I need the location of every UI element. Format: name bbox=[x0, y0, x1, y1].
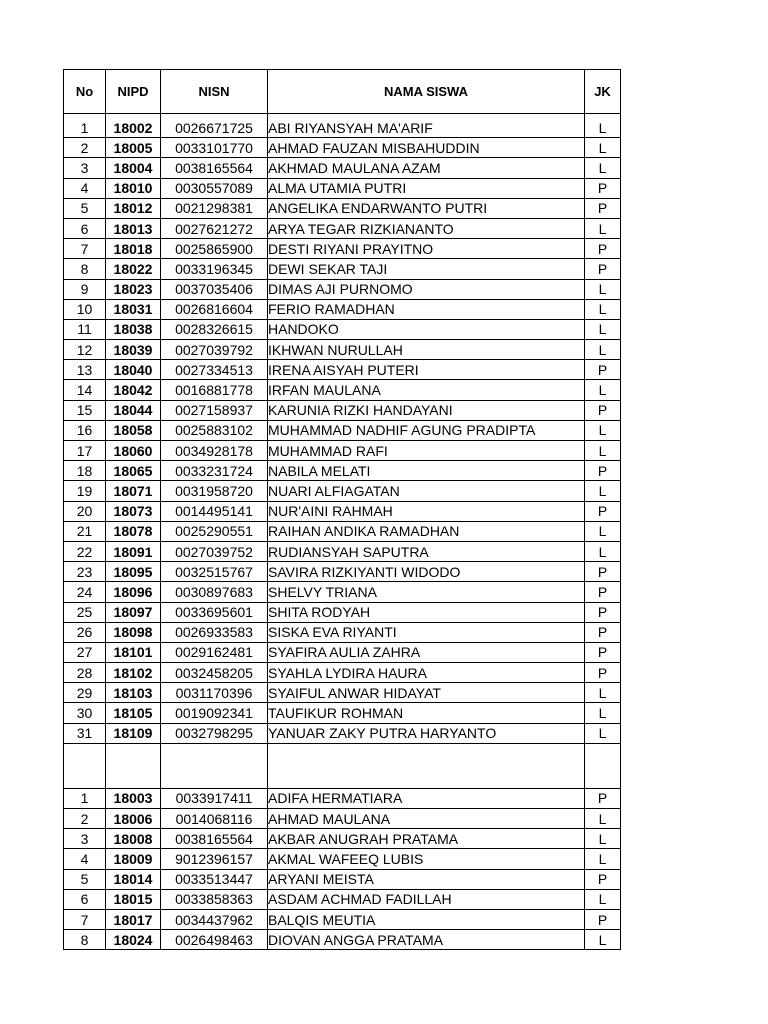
cell-nisn: 0027039752 bbox=[161, 541, 268, 561]
cell-nipd: 18006 bbox=[106, 809, 161, 829]
cell-nipd: 18017 bbox=[106, 909, 161, 929]
header-jk: JK bbox=[585, 70, 621, 114]
cell-nisn: 0038165564 bbox=[161, 829, 268, 849]
cell-nama: SISKA EVA RIYANTI bbox=[268, 622, 585, 642]
cell-no: 17 bbox=[64, 441, 106, 461]
table-row bbox=[64, 481, 621, 501]
table-row bbox=[64, 279, 621, 299]
cell-nisn: 0021298381 bbox=[161, 198, 268, 218]
cell-jk: L bbox=[585, 703, 621, 723]
cell-jk: L bbox=[585, 723, 621, 743]
table-row bbox=[64, 441, 621, 461]
cell-no: 28 bbox=[64, 663, 106, 683]
cell-no: 12 bbox=[64, 340, 106, 360]
cell-nama: SYAHLA LYDIRA HAURA bbox=[268, 663, 585, 683]
cell-nisn: 0033695601 bbox=[161, 602, 268, 622]
table-row bbox=[64, 138, 621, 158]
cell-nama: HANDOKO bbox=[268, 319, 585, 339]
cell-jk: L bbox=[585, 849, 621, 869]
cell-nama: ABI RIYANSYAH MA'ARIF bbox=[268, 118, 585, 138]
cell-nisn: 0032798295 bbox=[161, 723, 268, 743]
cell-no: 8 bbox=[64, 259, 106, 279]
table-row bbox=[64, 829, 621, 849]
cell-jk: P bbox=[585, 602, 621, 622]
cell-no: 27 bbox=[64, 642, 106, 662]
cell-nisn: 0026671725 bbox=[161, 118, 268, 138]
cell-nama: TAUFIKUR ROHMAN bbox=[268, 703, 585, 723]
table-row bbox=[64, 683, 621, 703]
table-row bbox=[64, 521, 621, 541]
cell-nama: ANGELIKA ENDARWANTO PUTRI bbox=[268, 198, 585, 218]
cell-nisn: 0027158937 bbox=[161, 400, 268, 420]
cell-jk: L bbox=[585, 889, 621, 909]
cell-no: 14 bbox=[64, 380, 106, 400]
cell-jk: L bbox=[585, 158, 621, 178]
cell-nipd: 18003 bbox=[106, 788, 161, 808]
cell-nipd: 18091 bbox=[106, 541, 161, 561]
header-nisn: NISN bbox=[161, 70, 268, 114]
cell-nisn: 0025883102 bbox=[161, 420, 268, 440]
cell-jk: P bbox=[585, 562, 621, 582]
cell-nama: SAVIRA RIZKIYANTI WIDODO bbox=[268, 562, 585, 582]
cell-nama: ASDAM ACHMAD FADILLAH bbox=[268, 889, 585, 909]
cell-no: 22 bbox=[64, 541, 106, 561]
cell-no: 1 bbox=[64, 118, 106, 138]
cell-nisn: 0033858363 bbox=[161, 889, 268, 909]
cell-jk: L bbox=[585, 441, 621, 461]
cell-jk: L bbox=[585, 809, 621, 829]
cell-nisn: 0033101770 bbox=[161, 138, 268, 158]
cell-nisn: 0027334513 bbox=[161, 360, 268, 380]
cell-no: 30 bbox=[64, 703, 106, 723]
cell-nisn: 0016881778 bbox=[161, 380, 268, 400]
cell-nipd: 18101 bbox=[106, 642, 161, 662]
cell-nisn: 0038165564 bbox=[161, 158, 268, 178]
cell-jk: L bbox=[585, 118, 621, 138]
cell-nisn: 0014068116 bbox=[161, 809, 268, 829]
cell-jk: L bbox=[585, 420, 621, 440]
cell-nama: FERIO RAMADHAN bbox=[268, 299, 585, 319]
cell-nisn: 0032458205 bbox=[161, 663, 268, 683]
cell-no: 2 bbox=[64, 809, 106, 829]
cell-nisn: 0031958720 bbox=[161, 481, 268, 501]
cell-no: 16 bbox=[64, 420, 106, 440]
cell-nisn: 0019092341 bbox=[161, 703, 268, 723]
cell-nipd: 18073 bbox=[106, 501, 161, 521]
cell-jk: L bbox=[585, 299, 621, 319]
cell-nipd: 18014 bbox=[106, 869, 161, 889]
cell-nama: IRENA AISYAH PUTERI bbox=[268, 360, 585, 380]
cell-no: 31 bbox=[64, 723, 106, 743]
cell-nama: SHELVY TRIANA bbox=[268, 582, 585, 602]
group-separator bbox=[64, 743, 621, 788]
cell-nipd: 18103 bbox=[106, 683, 161, 703]
cell-no: 5 bbox=[64, 198, 106, 218]
cell-nipd: 18012 bbox=[106, 198, 161, 218]
table-row bbox=[64, 582, 621, 602]
table-row bbox=[64, 299, 621, 319]
cell-no: 3 bbox=[64, 158, 106, 178]
cell-jk: P bbox=[585, 582, 621, 602]
table-row bbox=[64, 562, 621, 582]
cell-no: 7 bbox=[64, 239, 106, 259]
cell-nipd: 18109 bbox=[106, 723, 161, 743]
cell-nisn: 0031170396 bbox=[161, 683, 268, 703]
cell-nama: SYAFIRA AULIA ZAHRA bbox=[268, 642, 585, 662]
cell-nama: MUHAMMAD NADHIF AGUNG PRADIPTA bbox=[268, 420, 585, 440]
cell-nisn: 0033196345 bbox=[161, 259, 268, 279]
cell-nipd: 18005 bbox=[106, 138, 161, 158]
cell-no: 7 bbox=[64, 909, 106, 929]
cell-nipd: 18039 bbox=[106, 340, 161, 360]
cell-nipd: 18022 bbox=[106, 259, 161, 279]
cell-nama: ALMA UTAMIA PUTRI bbox=[268, 178, 585, 198]
header-nama-siswa: NAMA SISWA bbox=[268, 70, 585, 114]
table-row bbox=[64, 118, 621, 138]
cell-nisn: 0027621272 bbox=[161, 218, 268, 238]
cell-nipd: 18040 bbox=[106, 360, 161, 380]
cell-no: 20 bbox=[64, 501, 106, 521]
table-row bbox=[64, 461, 621, 481]
cell-jk: P bbox=[585, 461, 621, 481]
cell-no: 5 bbox=[64, 869, 106, 889]
cell-nama: DEWI SEKAR TAJI bbox=[268, 259, 585, 279]
cell-jk: P bbox=[585, 178, 621, 198]
header-no: No bbox=[64, 70, 106, 114]
cell-nisn: 0028326615 bbox=[161, 319, 268, 339]
cell-no: 6 bbox=[64, 218, 106, 238]
cell-jk: L bbox=[585, 340, 621, 360]
cell-nama: NUR'AINI RAHMAH bbox=[268, 501, 585, 521]
cell-no: 4 bbox=[64, 178, 106, 198]
cell-nama: IKHWAN NURULLAH bbox=[268, 340, 585, 360]
cell-nipd: 18004 bbox=[106, 158, 161, 178]
table-row bbox=[64, 380, 621, 400]
cell-jk: L bbox=[585, 218, 621, 238]
cell-nisn: 0030897683 bbox=[161, 582, 268, 602]
cell-nipd: 18018 bbox=[106, 239, 161, 259]
cell-nipd: 18095 bbox=[106, 562, 161, 582]
cell-nisn: 0034928178 bbox=[161, 441, 268, 461]
cell-nipd: 18078 bbox=[106, 521, 161, 541]
cell-nisn: 0034437962 bbox=[161, 909, 268, 929]
cell-jk: P bbox=[585, 501, 621, 521]
cell-nipd: 18031 bbox=[106, 299, 161, 319]
cell-nisn: 0025290551 bbox=[161, 521, 268, 541]
cell-nisn: 0026933583 bbox=[161, 622, 268, 642]
cell-no: 24 bbox=[64, 582, 106, 602]
table-row bbox=[64, 663, 621, 683]
cell-nama: ARYANI MEISTA bbox=[268, 869, 585, 889]
cell-nisn: 0030557089 bbox=[161, 178, 268, 198]
cell-nisn: 0033513447 bbox=[161, 869, 268, 889]
cell-nipd: 18013 bbox=[106, 218, 161, 238]
cell-jk: L bbox=[585, 138, 621, 158]
cell-no: 3 bbox=[64, 829, 106, 849]
cell-no: 11 bbox=[64, 319, 106, 339]
table-row bbox=[64, 622, 621, 642]
cell-nisn: 0014495141 bbox=[161, 501, 268, 521]
cell-jk: L bbox=[585, 683, 621, 703]
cell-no: 2 bbox=[64, 138, 106, 158]
cell-jk: P bbox=[585, 788, 621, 808]
cell-nama: ARYA TEGAR RIZKIANANTO bbox=[268, 218, 585, 238]
cell-nisn: 0027039792 bbox=[161, 340, 268, 360]
cell-nama: ADIFA HERMATIARA bbox=[268, 788, 585, 808]
cell-no: 19 bbox=[64, 481, 106, 501]
cell-nisn: 0033917411 bbox=[161, 788, 268, 808]
table-row bbox=[64, 400, 621, 420]
cell-jk: L bbox=[585, 481, 621, 501]
cell-nisn: 0025865900 bbox=[161, 239, 268, 259]
cell-no: 8 bbox=[64, 930, 106, 950]
cell-nama: MUHAMMAD RAFI bbox=[268, 441, 585, 461]
cell-nama: KARUNIA RIZKI HANDAYANI bbox=[268, 400, 585, 420]
cell-jk: P bbox=[585, 663, 621, 683]
cell-nipd: 18060 bbox=[106, 441, 161, 461]
cell-nipd: 18071 bbox=[106, 481, 161, 501]
cell-jk: P bbox=[585, 622, 621, 642]
table-header bbox=[64, 70, 621, 114]
cell-nama: DIOVAN ANGGA PRATAMA bbox=[268, 930, 585, 950]
cell-nama: AHMAD MAULANA bbox=[268, 809, 585, 829]
cell-nipd: 18096 bbox=[106, 582, 161, 602]
cell-nama: AKMAL WAFEEQ LUBIS bbox=[268, 849, 585, 869]
table-row bbox=[64, 809, 621, 829]
cell-jk: L bbox=[585, 319, 621, 339]
cell-nama: AHMAD FAUZAN MISBAHUDDIN bbox=[268, 138, 585, 158]
cell-nipd: 18024 bbox=[106, 930, 161, 950]
cell-nipd: 18010 bbox=[106, 178, 161, 198]
cell-jk: L bbox=[585, 930, 621, 950]
cell-nipd: 18097 bbox=[106, 602, 161, 622]
cell-nipd: 18002 bbox=[106, 118, 161, 138]
cell-no: 29 bbox=[64, 683, 106, 703]
table-row bbox=[64, 259, 621, 279]
cell-nama: YANUAR ZAKY PUTRA HARYANTO bbox=[268, 723, 585, 743]
table-row bbox=[64, 788, 621, 808]
table-row bbox=[64, 541, 621, 561]
cell-jk: P bbox=[585, 869, 621, 889]
cell-jk: L bbox=[585, 279, 621, 299]
cell-jk: P bbox=[585, 400, 621, 420]
group-1-rows bbox=[64, 114, 621, 744]
table-row bbox=[64, 218, 621, 238]
cell-no: 10 bbox=[64, 299, 106, 319]
table-row bbox=[64, 178, 621, 198]
cell-nipd: 18058 bbox=[106, 420, 161, 440]
table-row bbox=[64, 360, 621, 380]
table-row bbox=[64, 239, 621, 259]
table-row bbox=[64, 703, 621, 723]
cell-nama: SHITA RODYAH bbox=[268, 602, 585, 622]
cell-nipd: 18102 bbox=[106, 663, 161, 683]
cell-nama: BALQIS MEUTIA bbox=[268, 909, 585, 929]
cell-nama: DIMAS AJI PURNOMO bbox=[268, 279, 585, 299]
cell-jk: P bbox=[585, 642, 621, 662]
cell-nipd: 18105 bbox=[106, 703, 161, 723]
cell-no: 15 bbox=[64, 400, 106, 420]
cell-nipd: 18023 bbox=[106, 279, 161, 299]
cell-nisn: 0026816604 bbox=[161, 299, 268, 319]
cell-no: 1 bbox=[64, 788, 106, 808]
cell-jk: P bbox=[585, 198, 621, 218]
cell-jk: L bbox=[585, 380, 621, 400]
cell-nama: IRFAN MAULANA bbox=[268, 380, 585, 400]
cell-nama: SYAIFUL ANWAR HIDAYAT bbox=[268, 683, 585, 703]
cell-no: 18 bbox=[64, 461, 106, 481]
cell-jk: L bbox=[585, 829, 621, 849]
cell-nipd: 18038 bbox=[106, 319, 161, 339]
table-row bbox=[64, 849, 621, 869]
cell-jk: P bbox=[585, 909, 621, 929]
table-row bbox=[64, 602, 621, 622]
cell-nisn: 0033231724 bbox=[161, 461, 268, 481]
cell-nisn: 0037035406 bbox=[161, 279, 268, 299]
cell-nipd: 18098 bbox=[106, 622, 161, 642]
cell-nama: NABILA MELATI bbox=[268, 461, 585, 481]
table-row bbox=[64, 340, 621, 360]
student-table bbox=[63, 69, 621, 950]
blank-row bbox=[64, 743, 621, 788]
table-row bbox=[64, 319, 621, 339]
cell-nisn: 0029162481 bbox=[161, 642, 268, 662]
cell-nisn: 0026498463 bbox=[161, 930, 268, 950]
cell-jk: P bbox=[585, 239, 621, 259]
group-2-rows bbox=[64, 788, 621, 950]
table-row bbox=[64, 642, 621, 662]
table-row bbox=[64, 723, 621, 743]
cell-no: 25 bbox=[64, 602, 106, 622]
cell-no: 23 bbox=[64, 562, 106, 582]
cell-nama: NUARI ALFIAGATAN bbox=[268, 481, 585, 501]
cell-jk: P bbox=[585, 259, 621, 279]
cell-jk: P bbox=[585, 360, 621, 380]
cell-jk: L bbox=[585, 541, 621, 561]
cell-jk: L bbox=[585, 521, 621, 541]
cell-nama: AKBAR ANUGRAH PRATAMA bbox=[268, 829, 585, 849]
cell-nipd: 18044 bbox=[106, 400, 161, 420]
cell-no: 13 bbox=[64, 360, 106, 380]
cell-nama: AKHMAD MAULANA AZAM bbox=[268, 158, 585, 178]
cell-no: 6 bbox=[64, 889, 106, 909]
cell-nipd: 18042 bbox=[106, 380, 161, 400]
header-nipd: NIPD bbox=[106, 70, 161, 114]
cell-no: 4 bbox=[64, 849, 106, 869]
cell-no: 21 bbox=[64, 521, 106, 541]
table-row bbox=[64, 420, 621, 440]
cell-no: 9 bbox=[64, 279, 106, 299]
table-row bbox=[64, 909, 621, 929]
table-row bbox=[64, 198, 621, 218]
table-row bbox=[64, 869, 621, 889]
cell-no: 26 bbox=[64, 622, 106, 642]
cell-nipd: 18015 bbox=[106, 889, 161, 909]
cell-nama: RUDIANSYAH SAPUTRA bbox=[268, 541, 585, 561]
table-row bbox=[64, 158, 621, 178]
table-row bbox=[64, 501, 621, 521]
table-row bbox=[64, 889, 621, 909]
cell-nisn: 9012396157 bbox=[161, 849, 268, 869]
table-row bbox=[64, 930, 621, 950]
cell-nipd: 18009 bbox=[106, 849, 161, 869]
cell-nama: RAIHAN ANDIKA RAMADHAN bbox=[268, 521, 585, 541]
cell-nama: DESTI RIYANI PRAYITNO bbox=[268, 239, 585, 259]
cell-nisn: 0032515767 bbox=[161, 562, 268, 582]
cell-nipd: 18065 bbox=[106, 461, 161, 481]
cell-nipd: 18008 bbox=[106, 829, 161, 849]
